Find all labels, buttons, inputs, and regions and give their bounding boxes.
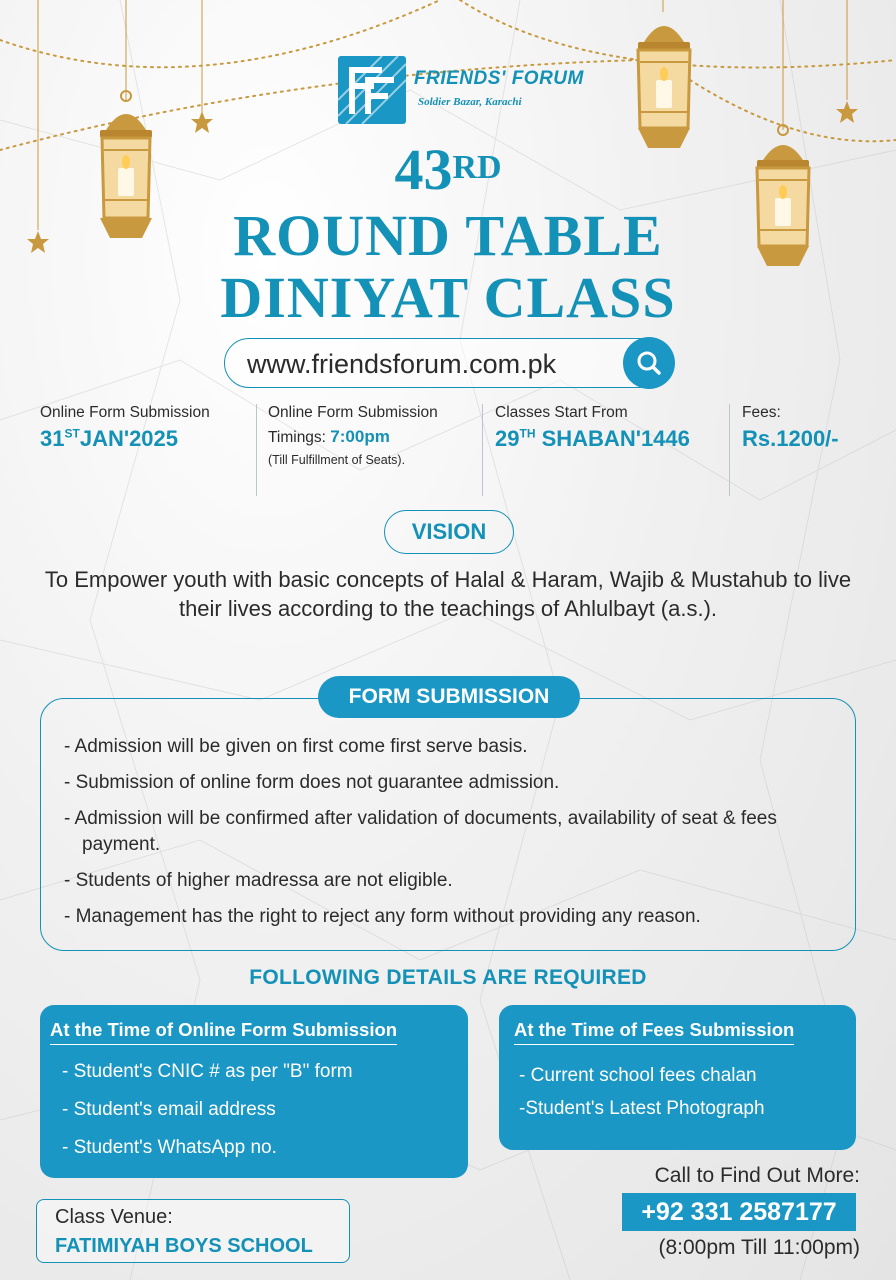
info-submission-date [40, 404, 250, 496]
divider [256, 404, 257, 496]
fees-submission-card [499, 1005, 856, 1150]
list-item: -Student's Latest Photograph [519, 1098, 765, 1119]
card-title: At the Time of Online Form Submission [50, 1019, 397, 1045]
page-title-line2: DINIYAT CLASS [220, 265, 676, 330]
fees-value: Rs.1200/- [742, 426, 839, 451]
info-fees [742, 404, 872, 496]
search-button[interactable] [623, 337, 675, 389]
logo-name: FRIENDS' FORUM [414, 68, 584, 89]
edition-number [0, 138, 896, 202]
card-list [519, 1059, 765, 1125]
date-rest: JAN'2025 [79, 426, 179, 451]
page-title-line1: ROUND TABLE [233, 203, 663, 268]
form-submission-heading: FORM SUBMISSION [318, 676, 580, 718]
list-item: - Student's CNIC # as per "B" form [62, 1061, 353, 1082]
start-suffix: TH [519, 426, 536, 441]
date-suffix: ST [64, 426, 80, 441]
info-label: Fees: [742, 404, 781, 421]
card-list [62, 1053, 353, 1167]
info-timings [268, 404, 478, 496]
list-item: - Students of higher madressa are not eligible. [64, 870, 453, 891]
edition-suffix: RD [452, 149, 502, 186]
start-rest: SHABAN'1446 [535, 426, 690, 451]
info-value [495, 426, 725, 452]
vision-heading: VISION [384, 510, 514, 554]
list-item: - Management has the right to reject any form without providing any reason. [64, 906, 701, 927]
date-day: 31 [40, 426, 65, 451]
info-value [40, 426, 250, 452]
timings-value: 7:00pm [330, 427, 390, 446]
info-timings-line [268, 427, 478, 447]
logo [338, 56, 584, 126]
info-classes-start [495, 404, 725, 496]
phone-number[interactable]: +92 331 2587177 [622, 1193, 856, 1231]
info-label: Classes Start From [495, 404, 628, 421]
card-title: At the Time of Fees Submission [514, 1019, 794, 1045]
online-submission-card [40, 1005, 468, 1178]
logo-subtitle: Soldier Bazar, Karachi [418, 96, 522, 108]
form-submission-list [64, 734, 844, 940]
list-item: - Submission of online form does not guarantee admission. [64, 772, 560, 793]
info-label: Online Form Submission [268, 404, 438, 421]
vision-text: To Empower youth with basic concepts of Halal & Haram, Wajib & Mustahub to live their lives according to the teachings of Ahlulbayt (a.s.). [44, 567, 852, 621]
website-bar[interactable] [224, 338, 674, 388]
venue-value: FATIMIYAH BOYS SCHOOL [55, 1235, 313, 1257]
list-item: - Student's email address [62, 1099, 276, 1120]
website-url[interactable]: www.friendsforum.com.pk [247, 349, 557, 379]
timings-note: (Till Fulfillment of Seats). [268, 453, 406, 467]
list-item: - Student's WhatsApp no. [62, 1137, 277, 1158]
lantern-icon [628, 10, 700, 154]
start-day: 29 [495, 426, 520, 451]
contact-hours: (8:00pm Till 11:00pm) [658, 1236, 860, 1259]
logo-mark-icon [338, 56, 406, 124]
list-item: - Current school fees chalan [519, 1065, 757, 1086]
contact-label: Call to Find Out More: [654, 1164, 860, 1187]
list-item: - Admission will be given on first come first serve basis. [64, 736, 528, 757]
star-icon [190, 110, 214, 134]
search-icon [623, 337, 675, 389]
edition-number-value: 43 [394, 137, 453, 202]
info-label: Online Form Submission [40, 404, 210, 421]
divider [482, 404, 483, 496]
list-item: - Admission will be confirmed after validation of documents, availability of seat & fees payment. [64, 808, 777, 855]
timings-label: Timings: [268, 429, 331, 446]
star-icon [835, 100, 859, 124]
venue-label: Class Venue: [55, 1206, 173, 1228]
divider [729, 404, 730, 496]
required-heading: FOLLOWING DETAILS ARE REQUIRED [249, 966, 647, 989]
venue-box [36, 1199, 350, 1263]
